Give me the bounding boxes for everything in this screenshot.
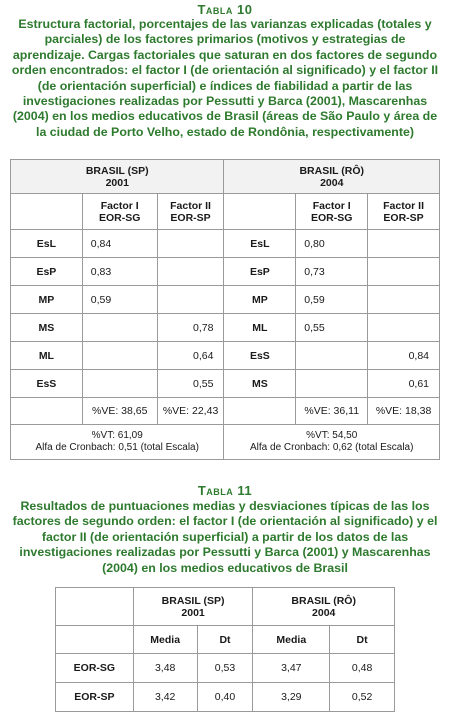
- table-row: EsS 0,55 MS 0,61: [11, 370, 440, 398]
- tabla10-right-factor2-header: Factor II EOR-SP: [368, 194, 440, 230]
- ve-value: %VE: 36,11: [296, 398, 368, 425]
- tabla11-table: [55, 587, 395, 712]
- tabla11-ro-header: BRASIL (RÔ) 2004: [253, 588, 395, 626]
- dt-header: Dt: [330, 626, 395, 654]
- table-row: MS 0,78 ML 0,55: [11, 314, 440, 342]
- table-row: EsL 0,84 EsL 0,80: [11, 230, 440, 258]
- table-row: EOR-SG 3,48 0,53 3,47 0,48: [56, 654, 395, 683]
- footer-row: [11, 425, 440, 460]
- dt-header: Dt: [197, 626, 253, 654]
- table-row: ML 0,64 EsS 0,84: [11, 342, 440, 370]
- tabla10-right-footer: %VT: 54,50 Alfa de Cronbach: 0,62 (total Escala): [224, 425, 440, 460]
- tabla10-right-header: BRASIL (RÔ) 2004: [224, 160, 440, 194]
- tabla10-right-factor1-header: Factor I EOR-SG: [296, 194, 368, 230]
- table-row: EOR-SP 3,42 0,40 3,29 0,52: [56, 683, 395, 712]
- tabla11-title: Tabla 11: [197, 483, 253, 498]
- tabla10-left-header: BRASIL (SP) 2001: [11, 160, 224, 194]
- variance-row: [11, 398, 440, 425]
- tabla10-left-factor1-header: Factor I EOR-SG: [82, 194, 157, 230]
- tabla10-title: Tabla 10: [197, 2, 253, 17]
- ve-value: %VE: 22,43: [157, 398, 224, 425]
- ve-value: %VE: 38,65: [82, 398, 157, 425]
- tabla10-caption: Estructura factorial, porcentajes de las varianzas explicadas (totales y parciales) de los factores primarios (motivos y estrategias de aprendizaje. Cargas factoriales que saturan en dos factores de segundo orden encontrados: el factor I (de orientación al significado) y el factor II (de orientación superficial) e índices de fiabilidad a partir de las investigaciones realizadas por Pessutti y Barca (2001), Mascarenhas (2004) en los medios educativos de Brasil (áreas de São Paulo y área de la ciudad de Porto Velho, estado de Rondônia, respectivamente): [11, 17, 439, 139]
- media-header: Media: [253, 626, 330, 654]
- tabla11-sp-header: BRASIL (SP) 2001: [133, 588, 253, 626]
- media-header: Media: [133, 626, 197, 654]
- tabla10-left-footer: %VT: 61,09 Alfa de Cronbach: 0,51 (total Escala): [11, 425, 224, 460]
- tabla10-table: [10, 159, 440, 460]
- table-row: EsP 0,83 EsP 0,73: [11, 258, 440, 286]
- ve-value: %VE: 18,38: [368, 398, 440, 425]
- table-row: MP 0,59 MP 0,59: [11, 286, 440, 314]
- tabla10-left-factor2-header: Factor II EOR-SP: [157, 194, 224, 230]
- tabla11-caption: Resultados de puntuaciones medias y desviaciones típicas de las los factores de segundo orden: el factor I (de orientación al significado) y el factor II (de orientación superficial) a partir de los datos de las investigaciones realizadas por Pessutti y Barca (2001) y Mascarenhas (2004) en los medios educativos de Brasil: [12, 499, 438, 575]
